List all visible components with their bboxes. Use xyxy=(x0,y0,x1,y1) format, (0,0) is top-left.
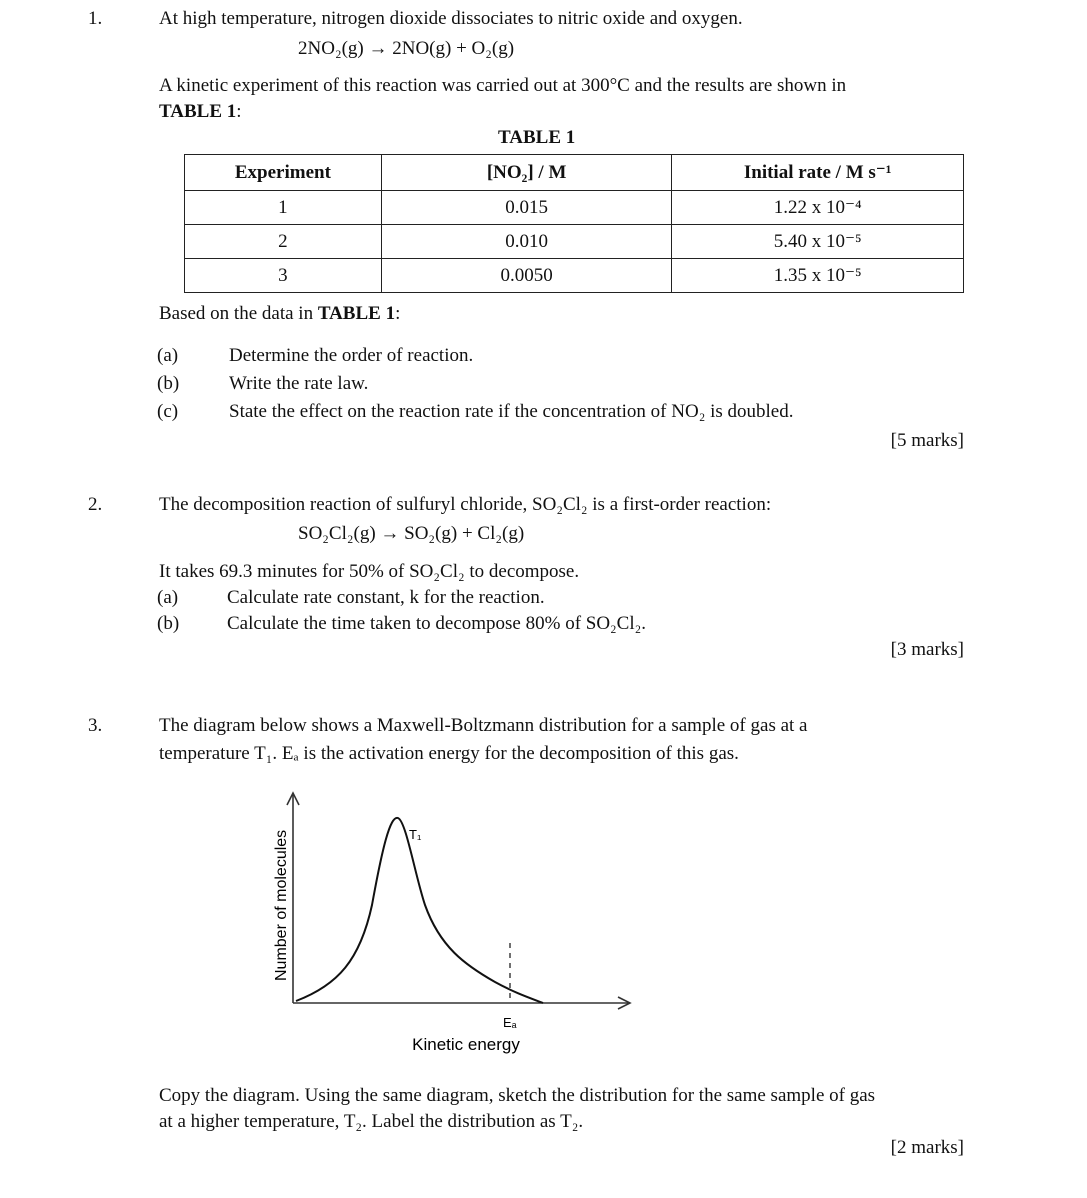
table-header-row xyxy=(185,155,964,191)
question-3-number: 3. xyxy=(88,715,103,736)
cell-experiment: 1 xyxy=(185,191,382,225)
cell-concentration: 0.010 xyxy=(381,225,672,259)
q1-table-reference: TABLE 1: xyxy=(159,101,242,122)
q1-part-a-label: (a) xyxy=(157,345,179,366)
t1-label: T₁ xyxy=(409,827,422,842)
q1-part-b-text: Write the rate law. xyxy=(229,373,369,394)
q3-marks: [2 marks] xyxy=(890,1137,964,1158)
q3-intro-line2: temperature T₁. Eₐ is the activation energy for the decomposition of this gas. xyxy=(159,743,739,764)
q1-marks: [5 marks] xyxy=(890,430,964,451)
question-1-number: 1. xyxy=(88,8,103,29)
question-2-number: 2. xyxy=(88,494,103,515)
q2-part-b-label: (b) xyxy=(157,613,180,634)
q3-instruction-line2: at a higher temperature, T₂. Label the distribution as T₂. xyxy=(159,1111,584,1132)
cell-rate: 1.35 x 10⁻⁵ xyxy=(672,259,964,293)
cell-rate: 1.22 x 10⁻⁴ xyxy=(672,191,964,225)
table-row xyxy=(185,225,964,259)
header-concentration: [NO₂] / M xyxy=(381,155,672,191)
q1-text: A kinetic experiment of this reaction was carried out at 300°C and the results are shown in xyxy=(159,75,847,96)
q2-marks: [3 marks] xyxy=(890,639,964,660)
x-axis-label: Kinetic energy xyxy=(412,1035,520,1054)
cell-experiment: 2 xyxy=(185,225,382,259)
q2-part-a-label: (a) xyxy=(157,587,179,608)
header-experiment: Experiment xyxy=(185,155,382,191)
cell-concentration: 0.015 xyxy=(381,191,672,225)
q1-part-b-label: (b) xyxy=(157,373,180,394)
cell-rate: 5.40 x 10⁻⁵ xyxy=(672,225,964,259)
q3-intro-line1: The diagram below shows a Maxwell-Boltzmann distribution for a sample of gas at a xyxy=(159,715,808,736)
table-title: TABLE 1 xyxy=(498,127,576,148)
table-row xyxy=(185,191,964,225)
q2-intro: The decomposition reaction of sulfuryl chloride, SO₂Cl₂ is a first-order reaction: xyxy=(159,494,772,515)
q2-equation: SO₂Cl₂(g) → SO₂(g) + Cl₂(g) xyxy=(298,523,525,544)
table-row xyxy=(185,259,964,293)
q2-text: It takes 69.3 minutes for 50% of SO₂Cl₂ to decompose. xyxy=(159,561,580,582)
maxwell-boltzmann-diagram xyxy=(260,785,650,1060)
q1-intro: At high temperature, nitrogen dioxide dissociates to nitric oxide and oxygen. xyxy=(159,8,743,29)
cell-concentration: 0.0050 xyxy=(381,259,672,293)
y-axis-label: Number of molecules xyxy=(273,829,290,981)
q1-part-c-label: (c) xyxy=(157,401,179,422)
q1-part-c-text: State the effect on the reaction rate if the concentration of NO₂ is doubled. xyxy=(229,401,794,422)
q2-part-b-text: Calculate the time taken to decompose 80% of SO₂Cl₂. xyxy=(227,613,647,634)
header-initial-rate: Initial rate / M s⁻¹ xyxy=(672,155,964,191)
kinetics-table xyxy=(184,154,964,293)
q1-part-a-text: Determine the order of reaction. xyxy=(229,345,474,366)
q1-based-on: Based on the data in TABLE 1: xyxy=(159,303,401,324)
q3-instruction-line1: Copy the diagram. Using the same diagram, sketch the distribution for the same sample of gas xyxy=(159,1085,876,1106)
ea-label: Eₐ xyxy=(503,1015,517,1030)
q2-part-a-text: Calculate rate constant, k for the reaction. xyxy=(227,587,545,608)
q1-equation: 2NO₂(g) → 2NO(g) + O₂(g) xyxy=(298,38,515,59)
t1-distribution-curve xyxy=(296,818,543,1003)
cell-experiment: 3 xyxy=(185,259,382,293)
